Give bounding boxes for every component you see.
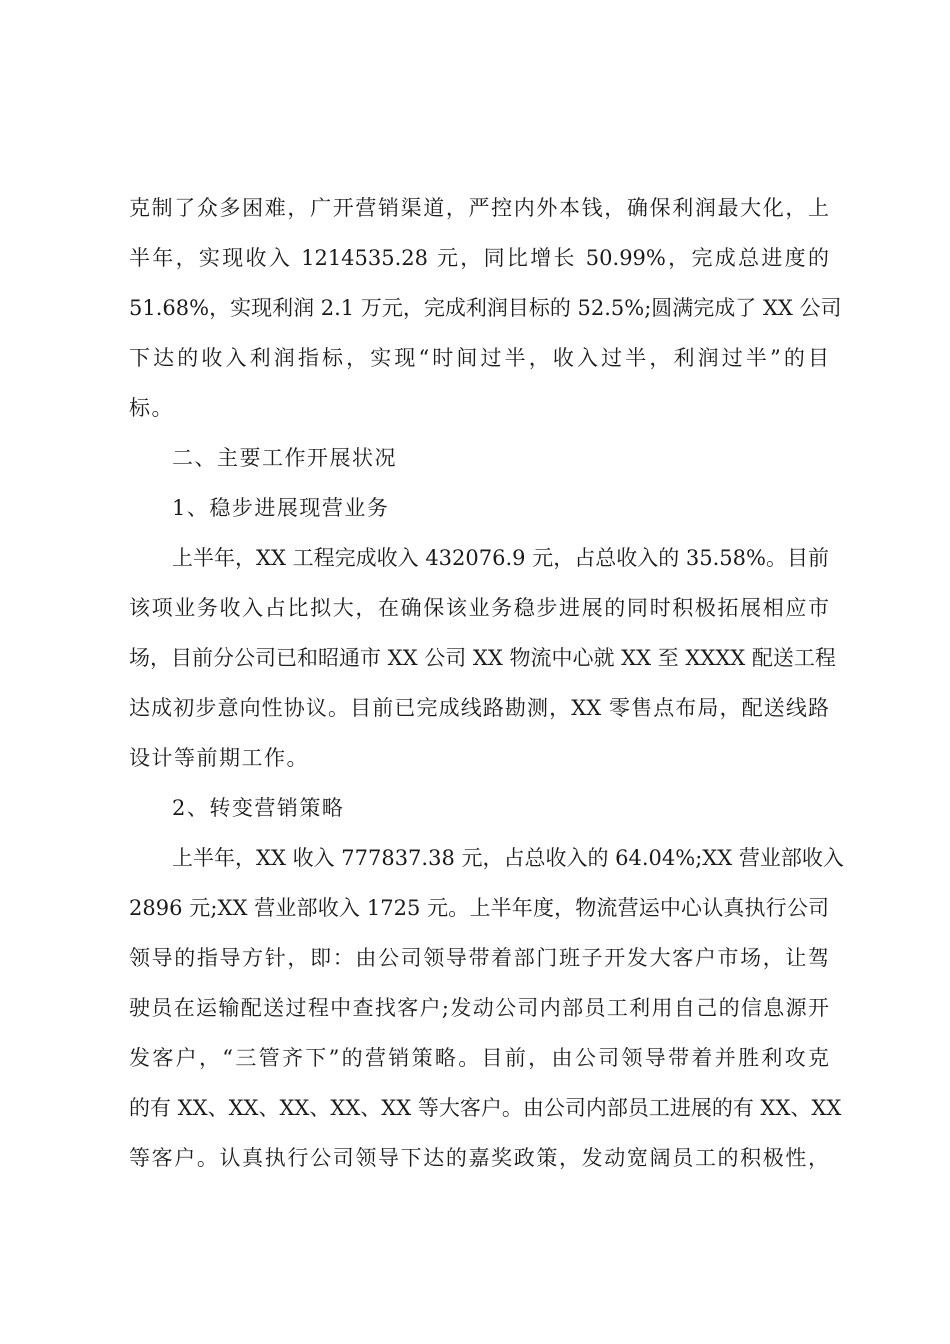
paragraph-summary — [129, 183, 842, 433]
text-line: 克制了众多困难，广开营销渠道，严控内外本钱，确保利润最大化，上 — [129, 196, 829, 220]
text-line: 领导的指导方针，即：由公司领导带着部门班子开发大客户市场，让驾 — [129, 946, 829, 970]
text-line: 2896 元;XX 营业部收入 1725 元。上半年度，物流营运中心认真执行公司 — [129, 896, 829, 920]
text-line: 该项业务收入占比拟大，在确保该业务稳步进展的同时积极拓展相应市 — [129, 596, 829, 620]
text-line: 的有 XX、XX、XX、XX、XX 等大客户。由公司内部员工进展的有 XX、XX — [129, 1096, 842, 1120]
text-line: 下达的收入利润指标，实现“时间过半，收入过半，利润过半”的目 — [129, 346, 829, 370]
text-line: 场，目前分公司已和昭通市 XX 公司 XX 物流中心就 XX 至 XXXX 配送工程 — [129, 646, 836, 670]
paragraph-marketing — [129, 833, 844, 1183]
text-line: 发客户，“三管齐下”的营销策略。目前，由公司领导带着并胜利攻克 — [129, 1046, 829, 1070]
document-body — [129, 183, 844, 1183]
subsection-heading: 1、稳步进展现营业务 — [172, 496, 390, 520]
text-line: 设计等前期工作。 — [129, 746, 309, 770]
text-line: 上半年，XX 收入 777837.38 元，占总收入的 64.04%;XX 营业部收入 — [172, 846, 844, 870]
text-line: 等客户。认真执行公司领导下达的嘉奖政策，发动宽阔员工的积极性， — [129, 1146, 829, 1170]
text-line: 标。 — [129, 396, 174, 420]
paragraph-business — [129, 533, 836, 783]
text-line: 51.68%，实现利润 2.1 万元，完成利润目标的 52.5%;圆满完成了 XX 公司 — [129, 296, 842, 320]
text-line: 驶员在运输配送过程中查找客户;发动公司内部员工利用自己的信息源开 — [129, 996, 829, 1020]
text-line: 半年，实现收入 1214535.28 元，同比增长 50.99%，完成总进度的 — [129, 246, 829, 270]
text-line: 达成初步意向性协议。目前已完成线路勘测，XX 零售点布局，配送线路 — [129, 696, 829, 720]
subsection-heading: 2、转变营销策略 — [172, 796, 345, 820]
section-heading: 二、主要工作开展状况 — [172, 446, 397, 470]
text-line: 上半年，XX 工程完成收入 432076.9 元，占总收入的 35.58%。目前 — [172, 546, 829, 570]
